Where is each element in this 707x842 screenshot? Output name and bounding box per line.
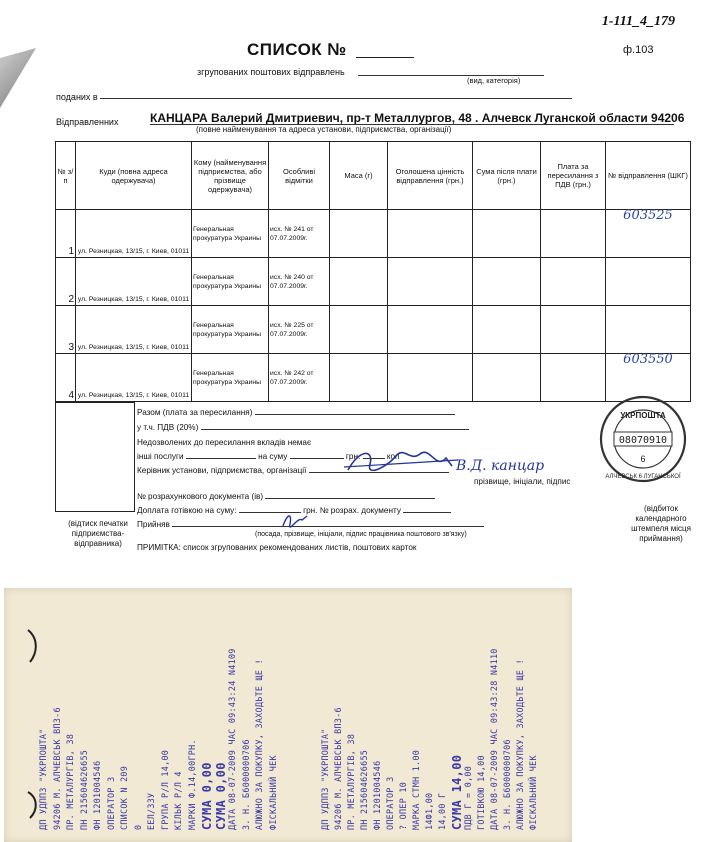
submitted-line (100, 98, 572, 99)
receipt-line: 94206 М. АЛЧЕВСЬК ВПЗ-6 (51, 707, 62, 830)
row-address: ул. Резницкая, 13/15, г. Киев, 01011 (76, 258, 192, 306)
row-sum-after (473, 306, 541, 354)
settlement-line (137, 492, 435, 501)
total-blank (255, 414, 455, 415)
row-declared-value (388, 354, 473, 402)
row-notes: исх. № 241 от 07.07.2009г. (269, 210, 330, 258)
receipt-line: ПН 215604626655 (78, 749, 89, 830)
receipt-line: МАРКИ Ф.14,00ГРН. (186, 739, 197, 830)
accepted-signature-image (280, 510, 310, 532)
sender-hint: (повне найменування та адреса установи, підприємства, організації) (196, 125, 452, 134)
document-reference: 1-111_4_179 (601, 14, 675, 29)
settlement-label: № розрахункового документа (ів) (137, 492, 264, 501)
row-sum-after (473, 354, 541, 402)
receipt-line: АЛЮЖНО ЗА ПОКУПКУ, ЗАХОДЬТЕ ЩЕ ! (254, 659, 264, 830)
row-postage (541, 258, 606, 306)
receipt-line: ДАТА 08-07-2009 ЧАС 09:43:28 N4110 (489, 648, 499, 830)
table-header-row (56, 142, 691, 210)
header-cell: Куди (повна адреса одержувача) (76, 142, 192, 210)
other-services-blank (186, 458, 256, 459)
receipt-line: ? ОПЕР 10 (398, 781, 408, 830)
row-tracking-number (606, 258, 691, 306)
receipt-line: ФН 1201004546 (372, 760, 382, 830)
receipt-line: ФІСКАЛЬНИЙ ЧЕК (267, 755, 278, 830)
signature-image (340, 440, 590, 480)
receipt-line: ДП УДППЗ "УКРПОШТА" (320, 728, 330, 830)
row-postage (541, 210, 606, 258)
postmark-top: УКРПОШТА (620, 411, 666, 420)
accepted-blank (172, 526, 484, 527)
page-corner-fold (0, 48, 36, 108)
row-sum-after (473, 210, 541, 258)
header-cell: № з/п (56, 142, 76, 210)
row-declared-value (388, 210, 473, 258)
row-notes: исх. № 242 от 07.07.2009г. (269, 354, 330, 402)
receipt-line: СПИСОК N 209 (119, 765, 129, 830)
header-cell: Кому (найменування підприємства, або прізвище одержувача) (192, 142, 269, 210)
unsent-label: Недозволених до пересилання вкладів немає (137, 438, 312, 447)
row-number: 1 (56, 210, 76, 258)
receipt-line: ПР. МЕТАЛУРГІВ, 38 (346, 733, 356, 830)
row-address: ул. Резницкая, 13/15, г. Киев, 01011 (76, 210, 192, 258)
row-mass (330, 258, 388, 306)
row-recipient: Генеральная прокуратура Украины (192, 210, 269, 258)
subtitle-hint: (вид, категорія) (467, 76, 521, 85)
postmark-stamp (598, 394, 688, 484)
row-sum-after (473, 258, 541, 306)
table-row (56, 258, 691, 306)
accepted-hint: (посада, прізвище, ініціали, підпис працівника поштового зв'язку) (255, 531, 467, 538)
table-row (56, 210, 691, 258)
row-number: 4 (56, 354, 76, 402)
row-recipient: Генеральная прокуратура Украины (192, 306, 269, 354)
row-address: ул. Резницкая, 13/15, г. Киев, 01011 (76, 354, 192, 402)
header-cell: № відправлення (ШКГ) (606, 142, 691, 210)
receipt-line: ПН 215604626655 (359, 749, 369, 830)
title-number-line (356, 57, 414, 58)
uah-receipt-label: грн. № розрах. документу (303, 506, 401, 515)
for-sum-blank (290, 458, 344, 459)
receipt-line: ГОТІВКОЮ 14,00 (476, 755, 486, 830)
row-number: 3 (56, 306, 76, 354)
receipt-line: 94206 М. АЛЧЕВСЬК ВПЗ-6 (333, 707, 343, 830)
vat-blank (201, 429, 469, 430)
row-postage (541, 354, 606, 402)
row-mass (330, 354, 388, 402)
vat-line (137, 423, 469, 432)
row-declared-value (388, 306, 473, 354)
receipt-line: 14,00 Г (437, 792, 447, 830)
receipt-line: ПДВ Г = 0,00 (463, 765, 473, 830)
row-postage (541, 306, 606, 354)
vat-label: у т.ч. ПДВ (20%) (137, 423, 199, 432)
total-line (137, 408, 455, 417)
receipt-line: ДАТА 08-07-2009 ЧАС 09:43:24 N4109 (227, 648, 237, 830)
postmark-code: 6 (640, 454, 646, 464)
sender-seal-box (55, 402, 135, 512)
kop-label: коп (386, 452, 400, 461)
receipt-line: АЛЮЖНО ЗА ПОКУПКУ, ЗАХОДЬТЕ ЩЕ ! (515, 659, 525, 830)
row-mass (330, 306, 388, 354)
for-sum-label: на суму (258, 452, 288, 461)
postmark-date: 08070910 (618, 435, 668, 446)
header-cell: Маса (г) (330, 142, 388, 210)
row-declared-value (388, 258, 473, 306)
receipt-line: ПР. МЕТАЛУРГІВ, 38 (65, 733, 75, 830)
submitted-label: поданих в (56, 92, 98, 102)
total-label: Разом (плата за пересилання) (137, 408, 253, 417)
sender-value: КАНЦАРА Валерий Дмитриевич, пр-т Металлургов, 48 . Алчевск Луганской области 94206 (150, 111, 685, 125)
header-cell: Особливі відмітки (269, 142, 330, 210)
row-notes: исх. № 240 от 07.07.2009г. (269, 258, 330, 306)
row-tracking-number: 603550 (606, 354, 691, 402)
receipt-line: ФІСКАЛЬНИЙ ЧЕК (528, 755, 538, 830)
receipt-line: СУМА 0,00 (200, 762, 214, 830)
row-recipient: Генеральная прокуратура Украины (192, 258, 269, 306)
row-number: 2 (56, 258, 76, 306)
row-recipient: Генеральная прокуратура Украины (192, 354, 269, 402)
receipt-line: СУМА 0,00 (213, 762, 228, 830)
receipt-line: ДП УДППЗ "УКРПОШТА" (38, 728, 48, 830)
receipt-line: ЕЕЛ/ЗЗУ (146, 792, 156, 830)
receipt-line: КІЛЬК Р/Л 4 (173, 771, 183, 830)
header-cell: Плата за пересилання з ПДВ (грн.) (541, 142, 606, 210)
settlement-blank (265, 498, 435, 499)
note: ПРИМІТКА: список згрупованих рекомендованих листів, поштових карток (137, 543, 417, 552)
receipt-blank (403, 512, 451, 513)
signature-text: В.Д. канцар (456, 458, 545, 474)
receipt-line: З. Н. Б6000000706 (240, 739, 251, 830)
receipt-line: ОПЕРАТОР 3 (385, 776, 395, 830)
header-cell: Сума після плати (грн.) (473, 142, 541, 210)
head-label: Керівник установи, підприємства, організації (137, 466, 307, 475)
table-row (56, 354, 691, 402)
postmark-ring: АЛЧЕВСЬК 6 ЛУГАНСЬКОЇ (605, 474, 681, 480)
receipt-line: ФН 1201004546 (92, 760, 102, 830)
subtitle: згрупованих поштових відправлень (197, 67, 345, 77)
sender-label: Відправленних (56, 117, 119, 127)
table-row (56, 306, 691, 354)
accepted-label: Прийняв (137, 520, 170, 529)
fiscal-receipts (4, 588, 572, 842)
row-tracking-number: 603525 (606, 210, 691, 258)
postmark-hint: (відбиток календарного штемпеля місця приймання) (631, 504, 691, 543)
row-tracking-number (606, 306, 691, 354)
form-code: ф.103 (623, 44, 654, 56)
receipt-line: МАРКА СТМН 1.00 (411, 749, 421, 830)
row-address: ул. Резницкая, 13/15, г. Киев, 01011 (76, 306, 192, 354)
uah-label: грн. (345, 452, 361, 461)
receipt-line: 14Ф1,00 (424, 792, 434, 830)
other-services-label: інші послуги (137, 452, 184, 461)
name-hint: прізвище, ініціали, підпис (474, 477, 571, 486)
accepted-line (137, 520, 484, 529)
row-notes: исх. № 225 от 07.07.2009г. (269, 306, 330, 354)
header-cell: Оголошена цінність відправлення (грн.) (388, 142, 473, 210)
receipt-line: ОПЕРАТОР 3 (105, 776, 116, 830)
sender-seal-hint: (відтиск печатки підприємства-відправника) (68, 519, 128, 548)
receipt-line: ГРУПА Р/Л 14,00 (159, 749, 170, 830)
receipt-line: З. Н. Б6000000706 (502, 739, 512, 830)
items-table (55, 141, 691, 402)
staple-mark (24, 628, 42, 664)
receipt-line: СУМА 14,00 (450, 754, 464, 830)
row-mass (330, 210, 388, 258)
receipt-line: 0 (132, 824, 143, 830)
page-title: СПИСОК № (247, 40, 347, 59)
cash-label: Доплата готівкою на суму: (137, 506, 237, 515)
